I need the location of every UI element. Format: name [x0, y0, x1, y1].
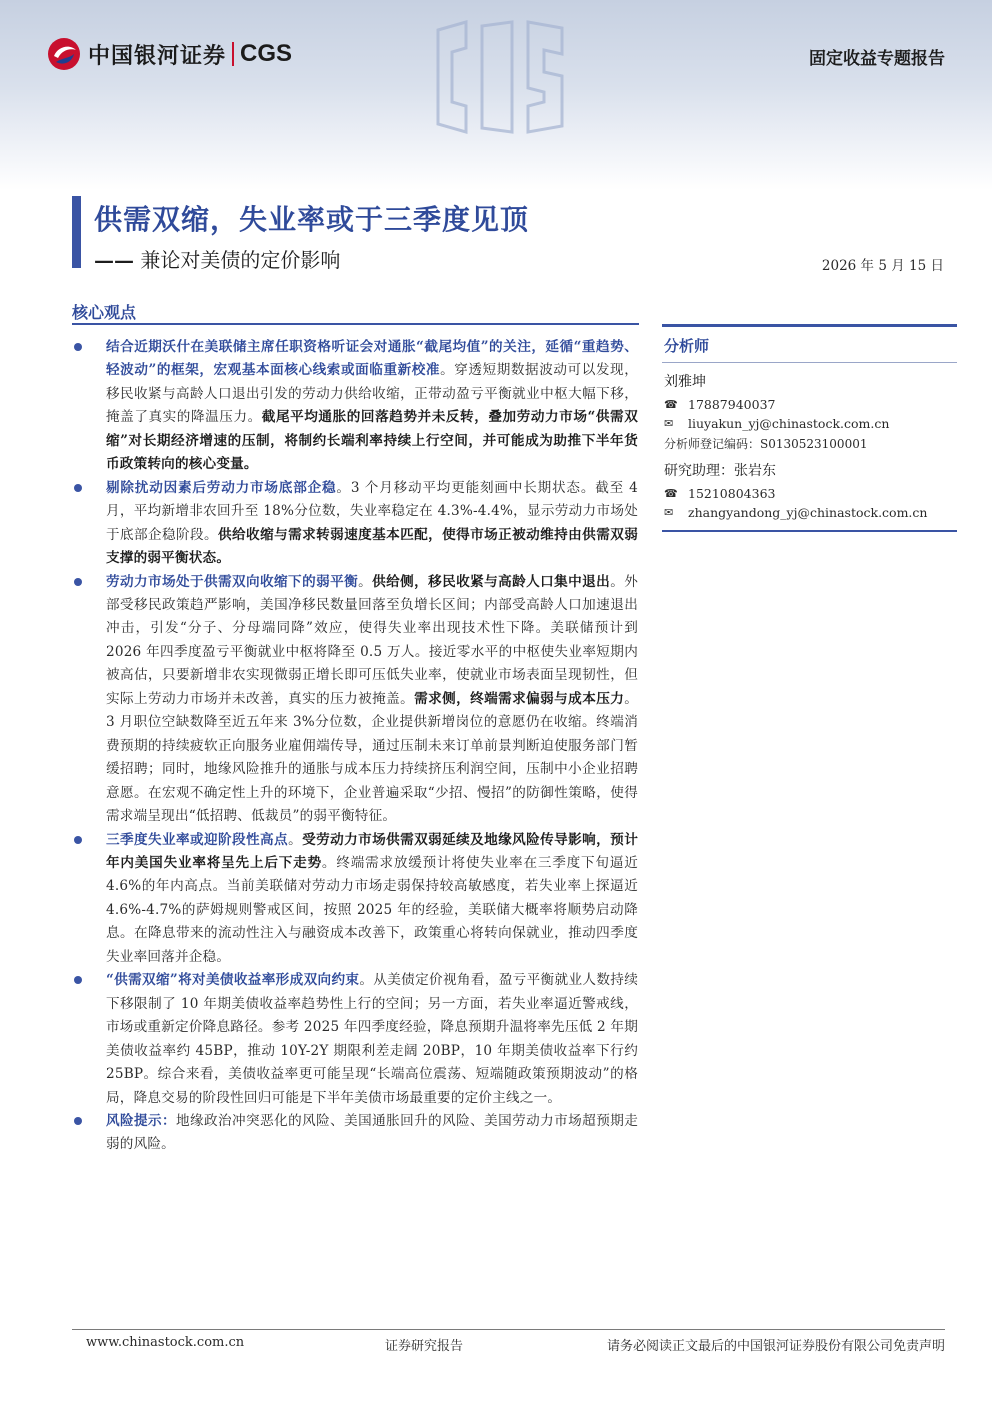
analyst-heading: 分析师 — [662, 327, 957, 363]
core-views-heading: 核心观点 — [72, 303, 137, 322]
bullet-lead: 剔除扰动因素后劳动力市场底部企稳 — [106, 479, 337, 496]
bullet-text: 。穿透短期数据波动可以发现，移民收紧与高龄人口退出引发的劳动力供给收缩，正带动盈亏平衡就业中枢大幅下移，掩盖了真实的降温压力。 — [106, 362, 638, 426]
footer-website-link[interactable]: www.chinastock.com.cn — [86, 1335, 245, 1350]
assistant-email[interactable]: zhangyandong_yj@chinastock.com.cn — [688, 505, 928, 520]
bullet-dot-icon — [74, 976, 82, 984]
list-item — [72, 571, 638, 829]
bullet-text: 。 — [288, 831, 303, 848]
bullet-emphasis: 截尾平均通胀的回落趋势并未反转，叠加劳动力市场“供需双缩”对长期经济增速的压制，将制约长端利率持续上行空间，并可能成为助推下半年货币政策转向的核心变量。 — [106, 409, 638, 473]
phone-icon: ☎ — [664, 398, 678, 411]
footer-disclaimer: 请务必阅读正文最后的中国银河证券股份有限公司免责声明 — [606, 1339, 945, 1354]
assistant-label: 研究助理：张岩东 — [664, 463, 776, 479]
footer-divider — [72, 1329, 945, 1330]
bullet-lead: 风险提示： — [106, 1112, 177, 1129]
list-item — [72, 829, 638, 970]
bullet-text: 。外部受移民政策趋严影响，美国净移民数量回落至负增长区间；内部受高龄人口加速退出冲击，引发“分子、分母端同降”效应，使得失业率出现技术性下降。美联储预计到 2026 年四季度盈亏平衡就业中枢将降至 0.5 万人。接近零水平的中枢使失业率短期内被高估，只要新增非农实现微弱正增长即可压低失业率，使就业市场表面呈现韧性，但实际上劳动力市场并未改善，真实的压力被掩盖。 — [106, 573, 639, 707]
bullet-lead: 结合近期沃什在美联储主席任职资格听证会对通胀“截尾均值”的关注，延循“重趋势、轻波动”的框架，宏观基本面核心线索或面临重新校准 — [106, 339, 638, 379]
bullet-lead: 三季度失业率或迎阶段性高点 — [106, 831, 289, 848]
bullet-dot-icon — [74, 484, 82, 492]
footer-center-label: 证券研究报告 — [385, 1339, 464, 1354]
bullet-text: 。3 月职位空缺数降至近五年来 3%分位数，企业提供新增岗位的意愿仍在收缩。终端消费预期的持续疲软正向服务业雇佣端传导，通过压制未来订单前景判断迫使服务部门暂缓招聘；同时，地缘风险推升的通胀与成本压力持续挤压利润空间，压制中小企业招聘意愿。在宏观不确定性上升的环境下，企业普遍采取“少招、慢招”的防御性策略，使得需求端呈现出“低招聘、低裁员”的弱平衡特征。 — [106, 690, 639, 825]
core-views-divider — [72, 323, 639, 325]
analyst-sidebar — [662, 324, 957, 532]
analyst-phone-row — [664, 397, 957, 412]
list-item — [72, 477, 638, 571]
logo-separator — [232, 42, 234, 66]
title-accent-bar — [72, 196, 81, 268]
report-date: 2026 年 5 月 15 日 — [821, 258, 944, 274]
report-title: 供需双缩，失业率或于三季度见顶 — [94, 203, 530, 236]
cgs-watermark-graphic — [430, 18, 570, 136]
subtitle-text: 兼论对美债的定价影响 — [140, 248, 341, 272]
bullet-emphasis: 受劳动力市场供需双弱延续及地缘风险传导影响，预计年内美国失业率将呈先上后下走势 — [106, 831, 638, 871]
bullet-emphasis: 供给侧，移民收紧与高龄人口集中退出 — [372, 573, 611, 590]
bullet-emphasis: 供给收缩与需求转弱速度基本匹配，使得市场正被动维持由供需双弱支撑的弱平衡状态。 — [106, 526, 638, 567]
analyst-email[interactable]: liuyakun_yj@chinastock.com.cn — [688, 416, 890, 431]
mail-icon: ✉ — [664, 506, 674, 519]
logo-text-cn: 中国银河证券 — [88, 43, 227, 69]
cgs-logo-icon — [46, 36, 82, 72]
assistant-phone-row — [664, 486, 957, 501]
mail-icon: ✉ — [664, 417, 674, 430]
bullet-dot-icon — [74, 578, 82, 586]
analyst-name: 刘雅坤 — [664, 374, 706, 390]
bullet-lead: 劳动力市场处于供需双向收缩下的弱平衡 — [106, 573, 359, 590]
sidebar-bottom-divider — [662, 530, 957, 532]
phone-icon: ☎ — [664, 487, 678, 500]
bullet-dot-icon — [74, 343, 82, 351]
analyst-email-row[interactable] — [664, 416, 957, 431]
bullet-emphasis: 需求侧，终端需求偏弱与成本压力 — [414, 690, 625, 707]
list-item — [72, 969, 638, 1110]
brand-logo[interactable] — [46, 36, 292, 72]
report-subtitle — [94, 244, 340, 273]
bullet-text: 。终端需求放缓预计将使失业率在三季度下旬逼近 4.6%的年内高点。当前美联储对劳动力市场走弱保持较高敏感度，若失业率上探逼近 4.6%-4.7%的萨姆规则警戒区间，按照 2025 年的经验，美联储大概率将顺势启动降息。在降息带来的流动性注入与融资成本改善下，政策重心将转向保就业，推动四季度失业率回落并企稳。 — [106, 854, 638, 965]
core-views-list — [72, 336, 638, 1157]
bullet-dot-icon — [74, 1117, 82, 1125]
analyst-phone: 17887940037 — [688, 397, 776, 412]
bullet-text: 。3 个月移动平均更能刻画中长期状态。截至 4 月，平均新增非农回升至 18%分位数，失业率稳定在 4.3%-4.4%，显示劳动力市场处于底部企稳阶段。 — [106, 479, 638, 543]
analyst-registration: 分析师登记编码：S0130523100001 — [664, 437, 868, 451]
list-item — [72, 1110, 638, 1157]
bullet-lead: “供需双缩”将对美债收益率形成双向约束 — [106, 972, 360, 989]
list-item — [72, 336, 638, 477]
bullet-dot-icon — [74, 836, 82, 844]
bullet-text: 。 — [358, 573, 373, 590]
logo-text-en: CGS — [240, 40, 293, 67]
assistant-email-row[interactable] — [664, 505, 957, 520]
subtitle-dash: —— — [94, 248, 134, 272]
report-type-label: 固定收益专题报告 — [809, 49, 945, 69]
assistant-phone: 15210804363 — [688, 486, 776, 501]
bullet-text: 。从美债定价视角看，盈亏平衡就业人数持续下移限制了 10 年期美债收益率趋势性上行的空间；另一方面，若失业率逼近警戒线，市场或重新定价降息路径。参考 2025 年四季度经验，降息预期升温将率先压低 2 年期美债收益率约 45BP，推动 10Y-2Y 期限利差走阔 20BP，10 年期美债收益率下行约 25BP。综合来看，美债收益率更可能呈现“长端高位震荡、短端随政策预期波动”的格局，降息交易的阶段性回归可能是下半年美债市场最重要的定价主线之一。 — [106, 972, 638, 1106]
bullet-text: 地缘政治冲突恶化的风险、美国通胀回升的风险、美国劳动力市场超预期走弱的风险。 — [106, 1112, 638, 1153]
